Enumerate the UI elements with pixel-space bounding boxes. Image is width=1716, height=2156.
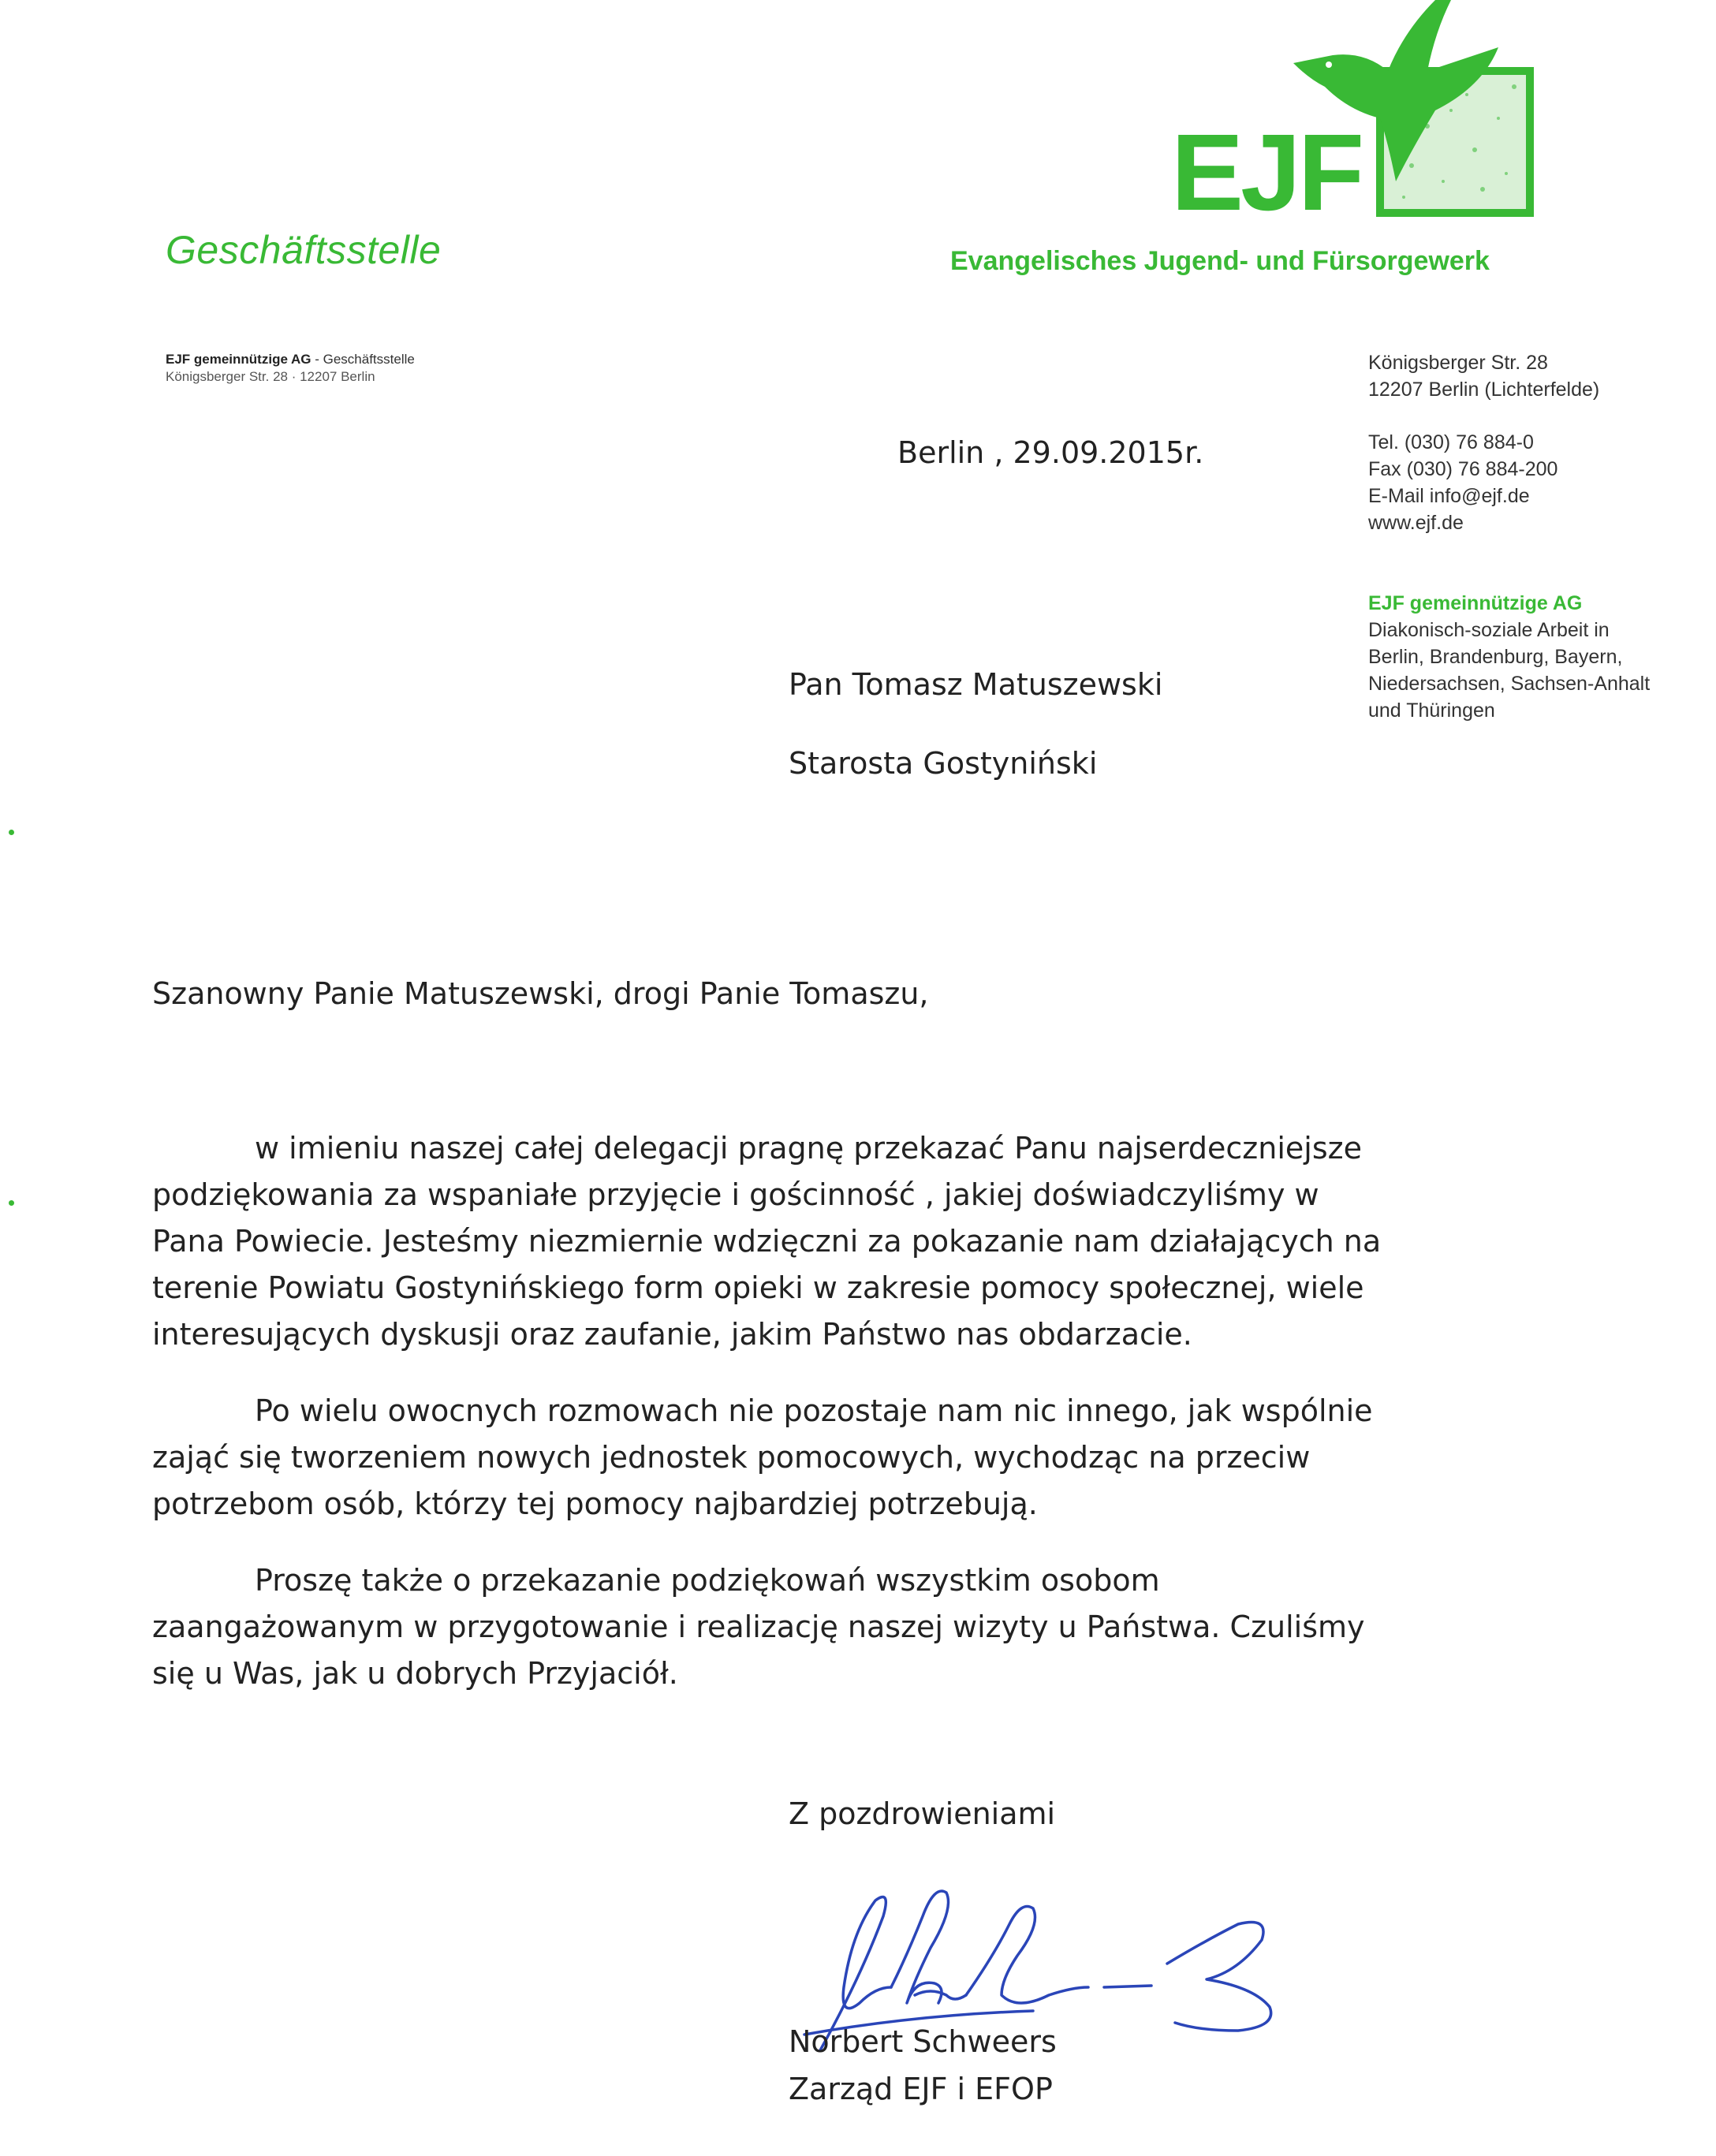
- signer-name: Norbert Schweers: [789, 2024, 1057, 2059]
- paragraph-line: zająć się tworzeniem nowych jednostek pomocowych, wychodząc na przeciw: [152, 1440, 1311, 1475]
- sender-line: [166, 352, 415, 367]
- margin-mark: [9, 1200, 14, 1206]
- contact-email: E-Mail info@ejf.de: [1368, 485, 1530, 507]
- paragraph-2: [152, 1388, 1540, 1527]
- logo-wordmark: EJF: [1171, 112, 1362, 233]
- paragraph-line: interesujących dyskusji oraz zaufanie, jakim Państwo nas obdarzacie.: [152, 1317, 1192, 1352]
- recipient-title: Starosta Gostyniński: [789, 746, 1098, 781]
- recipient-name: Pan Tomasz Matuszewski: [789, 667, 1163, 702]
- signer-role: Zarząd EJF i EFOP: [789, 2072, 1053, 2106]
- paragraph-line: potrzebom osób, którzy tej pomocy najbardziej potrzebują.: [152, 1486, 1038, 1521]
- organization-name: Evangelisches Jugend- und Fürsorgewerk: [950, 246, 1490, 276]
- contact-address-2: 12207 Berlin (Lichterfelde): [1368, 379, 1600, 401]
- paragraph-line: terenie Powiatu Gostynińskiego form opieki w zakresie pomocy społecznej, wiele: [152, 1270, 1364, 1305]
- margin-mark: [9, 830, 14, 835]
- paragraph-line: się u Was, jak u dobrych Przyjaciół.: [152, 1656, 678, 1691]
- paragraph-3: [152, 1557, 1540, 1697]
- contact-desc-2: Berlin, Brandenburg, Bayern,: [1368, 646, 1623, 668]
- salutation: Szanowny Panie Matuszewski, drogi Panie Tomaszu,: [152, 976, 929, 1011]
- paragraph-line: w imieniu naszej całej delegacji pragnę przekazać Panu najserdeczniejsze: [255, 1131, 1362, 1166]
- sender-dept: - Geschäftsstelle: [311, 352, 415, 367]
- contact-desc-1: Diakonisch-soziale Arbeit in: [1368, 619, 1610, 641]
- paragraph-line: podziękowania za wspaniałe przyjęcie i gościnność , jakiej doświadczyliśmy w: [152, 1177, 1319, 1212]
- paragraph-line: Proszę także o przekazanie podziękowań wszystkim osobom: [255, 1563, 1160, 1598]
- contact-web: www.ejf.de: [1368, 512, 1464, 534]
- paragraph-line: Po wielu owocnych rozmowach nie pozostaje nam nic innego, jak wspólnie: [255, 1393, 1373, 1428]
- contact-tel: Tel. (030) 76 884-0: [1368, 431, 1534, 453]
- contact-desc-4: und Thüringen: [1368, 699, 1495, 722]
- paragraph-line: zaangażowanym w przygotowanie i realizację naszej wizyty u Państwa. Czuliśmy: [152, 1610, 1365, 1644]
- contact-fax: Fax (030) 76 884-200: [1368, 458, 1558, 480]
- paragraph-1: [152, 1125, 1540, 1358]
- contact-company: EJF gemeinnützige AG: [1368, 592, 1583, 614]
- office-title: Geschäftsstelle: [166, 228, 442, 272]
- letter-date: Berlin , 29.09.2015r.: [897, 435, 1204, 470]
- contact-desc-3: Niedersachsen, Sachsen-Anhalt: [1368, 673, 1651, 695]
- contact-address-1: Königsberger Str. 28: [1368, 352, 1548, 374]
- sender-company: EJF gemeinnützige AG: [166, 352, 311, 367]
- paragraph-line: Pana Powiecie. Jesteśmy niezmiernie wdzięczni za pokazanie nam działających na: [152, 1224, 1382, 1259]
- closing: Z pozdrowieniami: [789, 1796, 1056, 1831]
- sender-address: Königsberger Str. 28 · 12207 Berlin: [166, 369, 375, 384]
